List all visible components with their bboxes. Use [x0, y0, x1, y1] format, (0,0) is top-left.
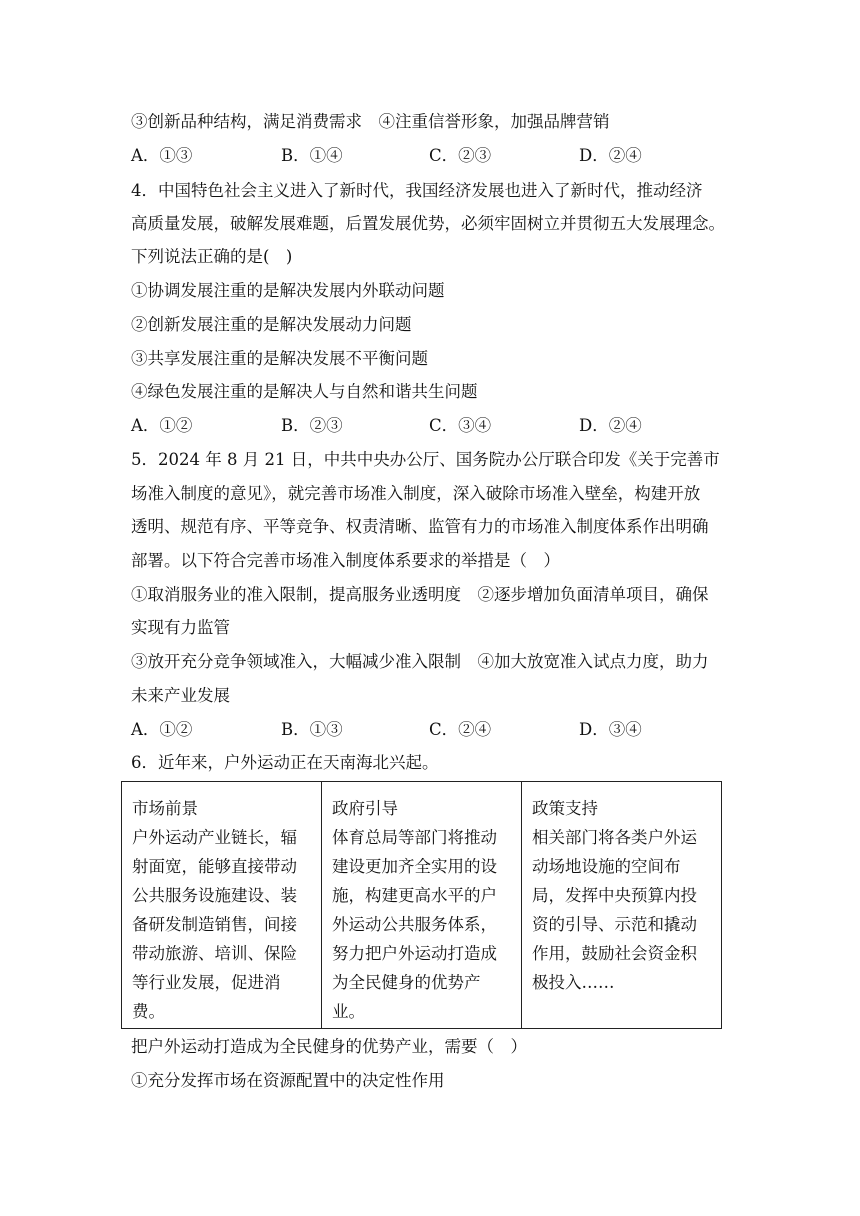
q5-option-c: C．②④: [429, 720, 492, 739]
q4-item-1: ①协调发展注重的是解决发展内外联动问题: [131, 281, 445, 300]
q4-stem-line-2: 高质量发展，破解发展难题，后置发展优势，必须牢固树立并贯彻五大发展理念。: [131, 214, 725, 233]
q4-stem-line-3: 下列说法正确的是( ): [131, 247, 293, 266]
q4-item-2: ②创新发展注重的是解决发展动力问题: [131, 315, 412, 334]
q4-item-4: ④绿色发展注重的是解决人与自然和谐共生问题: [131, 382, 478, 401]
q4-option-a: A．①②: [131, 416, 193, 435]
q6-item-1: ①充分发挥市场在资源配置中的决定性作用: [131, 1071, 445, 1090]
q3-item-line: ③创新品种结构，满足消费需求 ④注重信誉形象，加强品牌营销: [131, 112, 610, 131]
q6-question: 把户外运动打造成为全民健身的优势产业，需要（ ）: [131, 1037, 527, 1056]
q3-option-a: A．①③: [131, 146, 193, 165]
q3-option-d: D．②④: [579, 146, 642, 165]
q5-item-line-1: ①取消服务业的准入限制，提高服务业透明度 ②逐步增加负面清单项目，确保: [131, 585, 709, 604]
q5-option-b: B．①③: [281, 720, 343, 739]
q5-item-line-4: 未来产业发展: [131, 686, 230, 705]
q3-option-b: B．①④: [281, 146, 343, 165]
q5-options: [131, 719, 651, 741]
q6-cell-policy-body: 相关部门将各类户外运动场地设施的空间布局，发挥中央预算内投资的引导、示范和撬动作用，鼓励社会资金积极投入……: [532, 828, 697, 992]
q4-stem-line-1: 4．中国特色社会主义进入了新时代，我国经济发展也进入了新时代，推动经济: [131, 181, 703, 200]
q5-option-a: A．①②: [131, 720, 193, 739]
q3-options: [131, 145, 651, 167]
q6-cell-market-title: 市场前景: [132, 799, 198, 818]
q6-cell-market-body: 户外运动产业链长，辐射面宽，能够直接带动公共服务设施建设、装备研发制造销售，间接带动旅游、培训、保险等行业发展，促进消费。: [132, 828, 297, 1021]
q5-stem-line-2: 场准入制度的意见》，就完善市场准入制度，深入破除市场准入壁垒，构建开放: [131, 484, 701, 503]
q5-option-d: D．③④: [579, 720, 642, 739]
q4-option-b: B．②③: [281, 416, 343, 435]
q4-options: [131, 415, 651, 437]
q6-cell-market: [122, 782, 322, 1029]
q5-stem-line-3: 透明、规范有序、平等竞争、权责清晰、监管有力的市场准入制度体系作出明确: [131, 517, 709, 536]
q6-cell-government-body: 体育总局等部门将推动建设更加齐全实用的设施，构建更高水平的户外运动公共服务体系，努力把户外运动打造成为全民健身的优势产业。: [332, 828, 497, 1021]
q4-option-c: C．③④: [429, 416, 492, 435]
q5-item-line-2: 实现有力监管: [131, 618, 230, 637]
q5-item-line-3: ③放开充分竞争领域准入，大幅减少准入限制 ④加大放宽准入试点力度，助力: [131, 652, 709, 671]
q6-cell-government-title: 政府引导: [332, 799, 398, 818]
q6-info-table: [121, 781, 722, 1029]
q4-option-d: D．②④: [579, 416, 642, 435]
q6-cell-government: [322, 782, 522, 1029]
q4-item-3: ③共享发展注重的是解决发展不平衡问题: [131, 349, 428, 368]
q5-stem-line-1: 5．2024 年 8 月 21 日，中共中央办公厅、国务院办公厅联合印发《关于完善市: [131, 450, 720, 469]
q6-cell-policy-title: 政策支持: [532, 799, 598, 818]
q6-intro: 6．近年来，户外运动正在天南海北兴起。: [131, 753, 439, 772]
q3-option-c: C．②③: [429, 146, 492, 165]
q5-stem-line-4: 部署。以下符合完善市场准入制度体系要求的举措是（ ）: [131, 551, 560, 570]
q6-cell-policy: [522, 782, 722, 1029]
q6-table-row: [122, 782, 722, 1029]
